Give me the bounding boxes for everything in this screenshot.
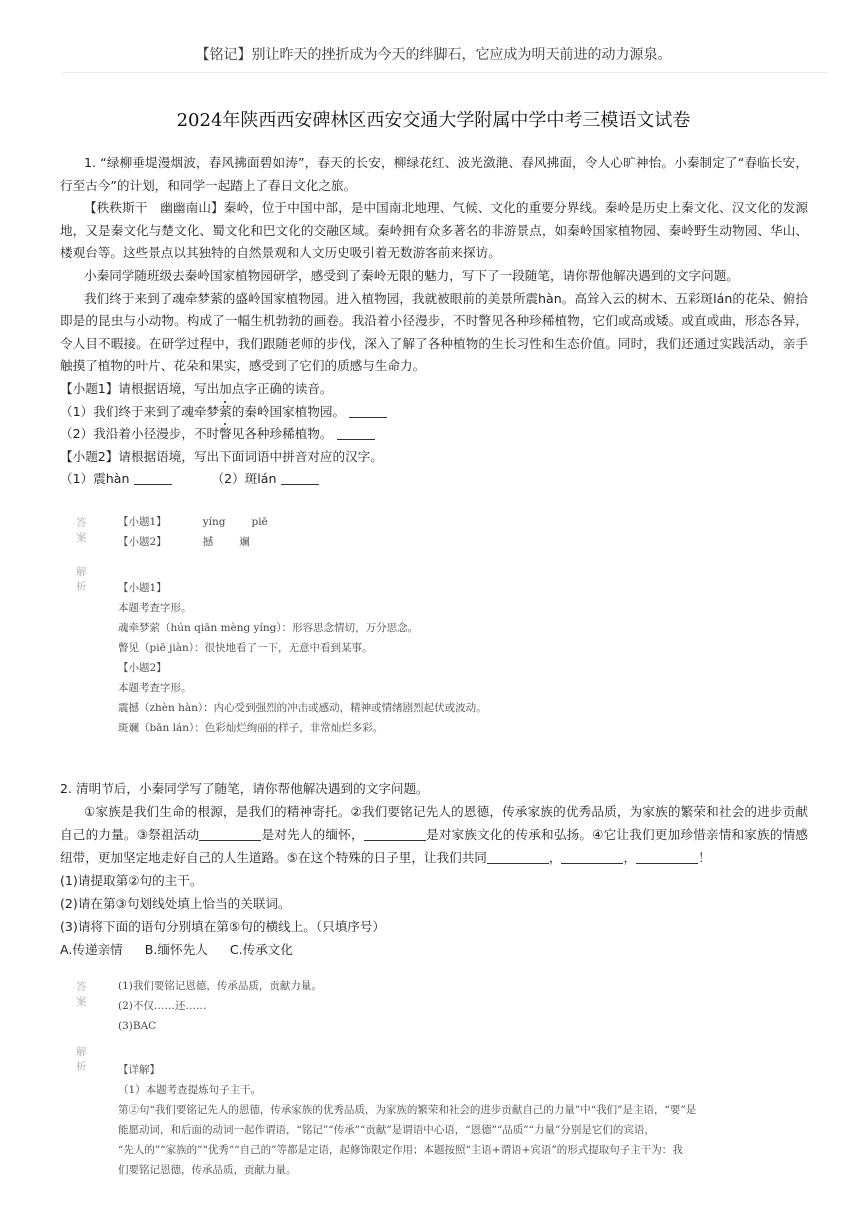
analysis-line: 【小题1】 <box>118 582 167 594</box>
dotted-char: 萦 <box>219 403 232 419</box>
dotted-char: 瞥 <box>219 426 232 442</box>
answer-blank <box>281 472 319 485</box>
question-2 <box>60 777 808 961</box>
analysis-line: “先人的”“家族的”“优秀”“自己的”等都是定语，起修饰限定作用；本题按照“主语+谓语+宾语”的形式提取句子主干为：我 <box>118 1144 683 1156</box>
option-b: B.缅怀先人 <box>144 942 208 957</box>
analysis-line: 瞥见（piē jiàn）：很快地看了一下，无意中看到某事。 <box>118 642 373 654</box>
q1-sub1-item-2: （2）我沿着小径漫步，不时瞥见各种珍稀植物。 <box>60 423 808 446</box>
analysis-line: 震撼（zhèn hàn）：内心受到强烈的冲击或感动，精神或情绪剧烈起伏或波动。 <box>118 702 487 714</box>
fill-line <box>199 828 261 841</box>
answer-blank <box>337 427 375 440</box>
answer-tag: 答案 <box>76 517 87 544</box>
q1-sub1-item-1: （1）我们终于来到了魂牵梦萦的秦岭国家植物园。 <box>60 401 808 424</box>
option-c: C.传承文化 <box>229 942 293 957</box>
analysis-tag: 解析 <box>76 1046 87 1073</box>
q1-context: 【秩秩斯干 幽幽南山】秦岭，位于中国中部，是中国南北地理、气候、文化的重要分界线。秦岭是历史上秦文化、汉文化的发源地，又是秦文化与楚文化、蜀文化和巴文化的交融区域。秦岭拥有众多著名的非游景点，如秦岭国家植物园、秦岭野生动物园、华山、楼观台等。这些景点以其独特的自然景观和人文历史吸引着无数游客前来探访。 <box>60 200 808 261</box>
fill-line <box>487 851 549 864</box>
q2-passage: ①家族是我们生命的根源，是我们的精神寄托。②我们要铭记先人的恩德，传承家族的优秀品质，为家族的繁荣和社会的进步贡献自己的力量。③祭祖活动 是对先人的缅怀， 是对家族文化的传承和弘扬。④它让我们更加珍惜亲情和家族的情感纽带，更加坚定地走好自己的人生道路。⑤在这个特殊的日子里，让我们共同 ， ， ！ <box>60 804 809 865</box>
header-divider <box>62 72 827 73</box>
q2-intro: 2. 清明节后，小秦同学写了随笔，请你帮他解决遇到的文字问题。 <box>60 781 429 796</box>
q1-subquestion-2: 【小题2】请根据语境，写出下面词语中拼音对应的汉字。 <box>60 448 383 464</box>
analysis-line: 第②句“我们要铭记先人的恩德，传承家族的优秀品质，为家族的繁荣和社会的进步贡献自己的力量”中“我们”是主语，“要”是 <box>118 1104 697 1116</box>
analysis-line: 本题考查字形。 <box>118 602 192 614</box>
answer-tag: 答案 <box>76 981 87 1008</box>
analysis-tag: 解析 <box>76 566 87 593</box>
analysis-line: 【小题2】 <box>118 662 167 674</box>
answer-line: (3)BAC <box>118 1020 157 1032</box>
q1-sub2-items: （1）震hàn （2）斑lán <box>60 468 808 491</box>
analysis-line: 能愿动词，和后面的动词一起作谓语，“铭记”“传承”“贡献”是谓语中心语，“恩德”“品质”“力量”分别是它们的宾语， <box>118 1124 655 1136</box>
fill-line <box>561 851 623 864</box>
q1-task: 小秦同学随班级去秦岭国家植物园研学，感受到了秦岭无限的魅力，写下了一段随笔，请你帮他解决遇到的文字问题。 <box>84 267 739 283</box>
analysis-line: 本题考查字形。 <box>118 682 192 694</box>
answer-row-1: 【小题1】 yíng piē <box>118 516 268 528</box>
q2-options <box>60 938 808 961</box>
fill-line <box>636 851 698 864</box>
option-a: A.传递亲情 <box>60 942 123 957</box>
exam-title: 2024年陕西西安碑林区西安交通大学附属中学中考三模语文试卷 <box>176 110 691 131</box>
analysis-line: 斑斓（bān lán）：色彩灿烂绚丽的样子，非常灿烂多彩。 <box>118 722 384 734</box>
q2-item-2: (2)请在第③句划线处填上恰当的关联词。 <box>60 896 291 911</box>
analysis-line: 【详解】 <box>118 1064 160 1076</box>
q1-intro: 1. “绿柳垂堤漫烟波，春风拂面碧如涛”，春天的长安，柳绿花红、波光潋滟、春风拂面，令人心旷神怡。小秦制定了“春临长安，行至古今”的计划，和同学一起踏上了春日文化之旅。 <box>60 155 808 193</box>
q2-item-3: (3)请将下面的语句分别填在第⑤句的横线上。（只填序号） <box>60 919 386 934</box>
page-motto: 【铭记】别让昨天的挫折成为今天的绊脚石，它应成为明天前进的动力源泉。 <box>195 47 672 63</box>
question-1 <box>60 152 808 491</box>
answer-line: (2)不仅……还…… <box>118 1000 207 1012</box>
answer-blank <box>134 472 172 485</box>
answer-line: (1)我们要铭记恩德，传承品质，贡献力量。 <box>118 980 322 992</box>
fill-line <box>364 828 426 841</box>
answer-blank <box>349 405 387 418</box>
analysis-line: （1）本题考查提炼句子主干。 <box>118 1084 262 1096</box>
analysis-line: 魂牵梦萦（hún qiān mèng yíng）：形容思念情切，万分思念。 <box>118 622 419 634</box>
q1-subquestion-1: 【小题1】请根据语境，写出加点字正确的读音。 <box>60 380 333 396</box>
analysis-line: 们要铭记恩德，传承品质，贡献力量。 <box>118 1164 297 1176</box>
answer-row-2: 【小题2】 撼 斓 <box>118 536 250 548</box>
q1-passage: 我们终于来到了魂牵梦萦的盛岭国家植物园。进入植物园，我就被眼前的美景所震hàn。高耸入云的树木、五彩斑lán的花朵、俯拾即是的昆虫与小动物。构成了一幅生机勃勃的画卷。我沿着小径漫步，不时瞥见各种珍稀植物，它们或高或矮。或直或曲，形态各异，令人目不暇接。在研学过程中，我们跟随老师的步伐，深入了解了各种植物的生长习性和生态价值。同时，我们还通过实践活动，亲手触摸了植物的叶片、花朵和果实，感受到了它们的质感与生命力。 <box>60 290 808 374</box>
q2-item-1: (1)请提取第②句的主干。 <box>60 873 203 888</box>
